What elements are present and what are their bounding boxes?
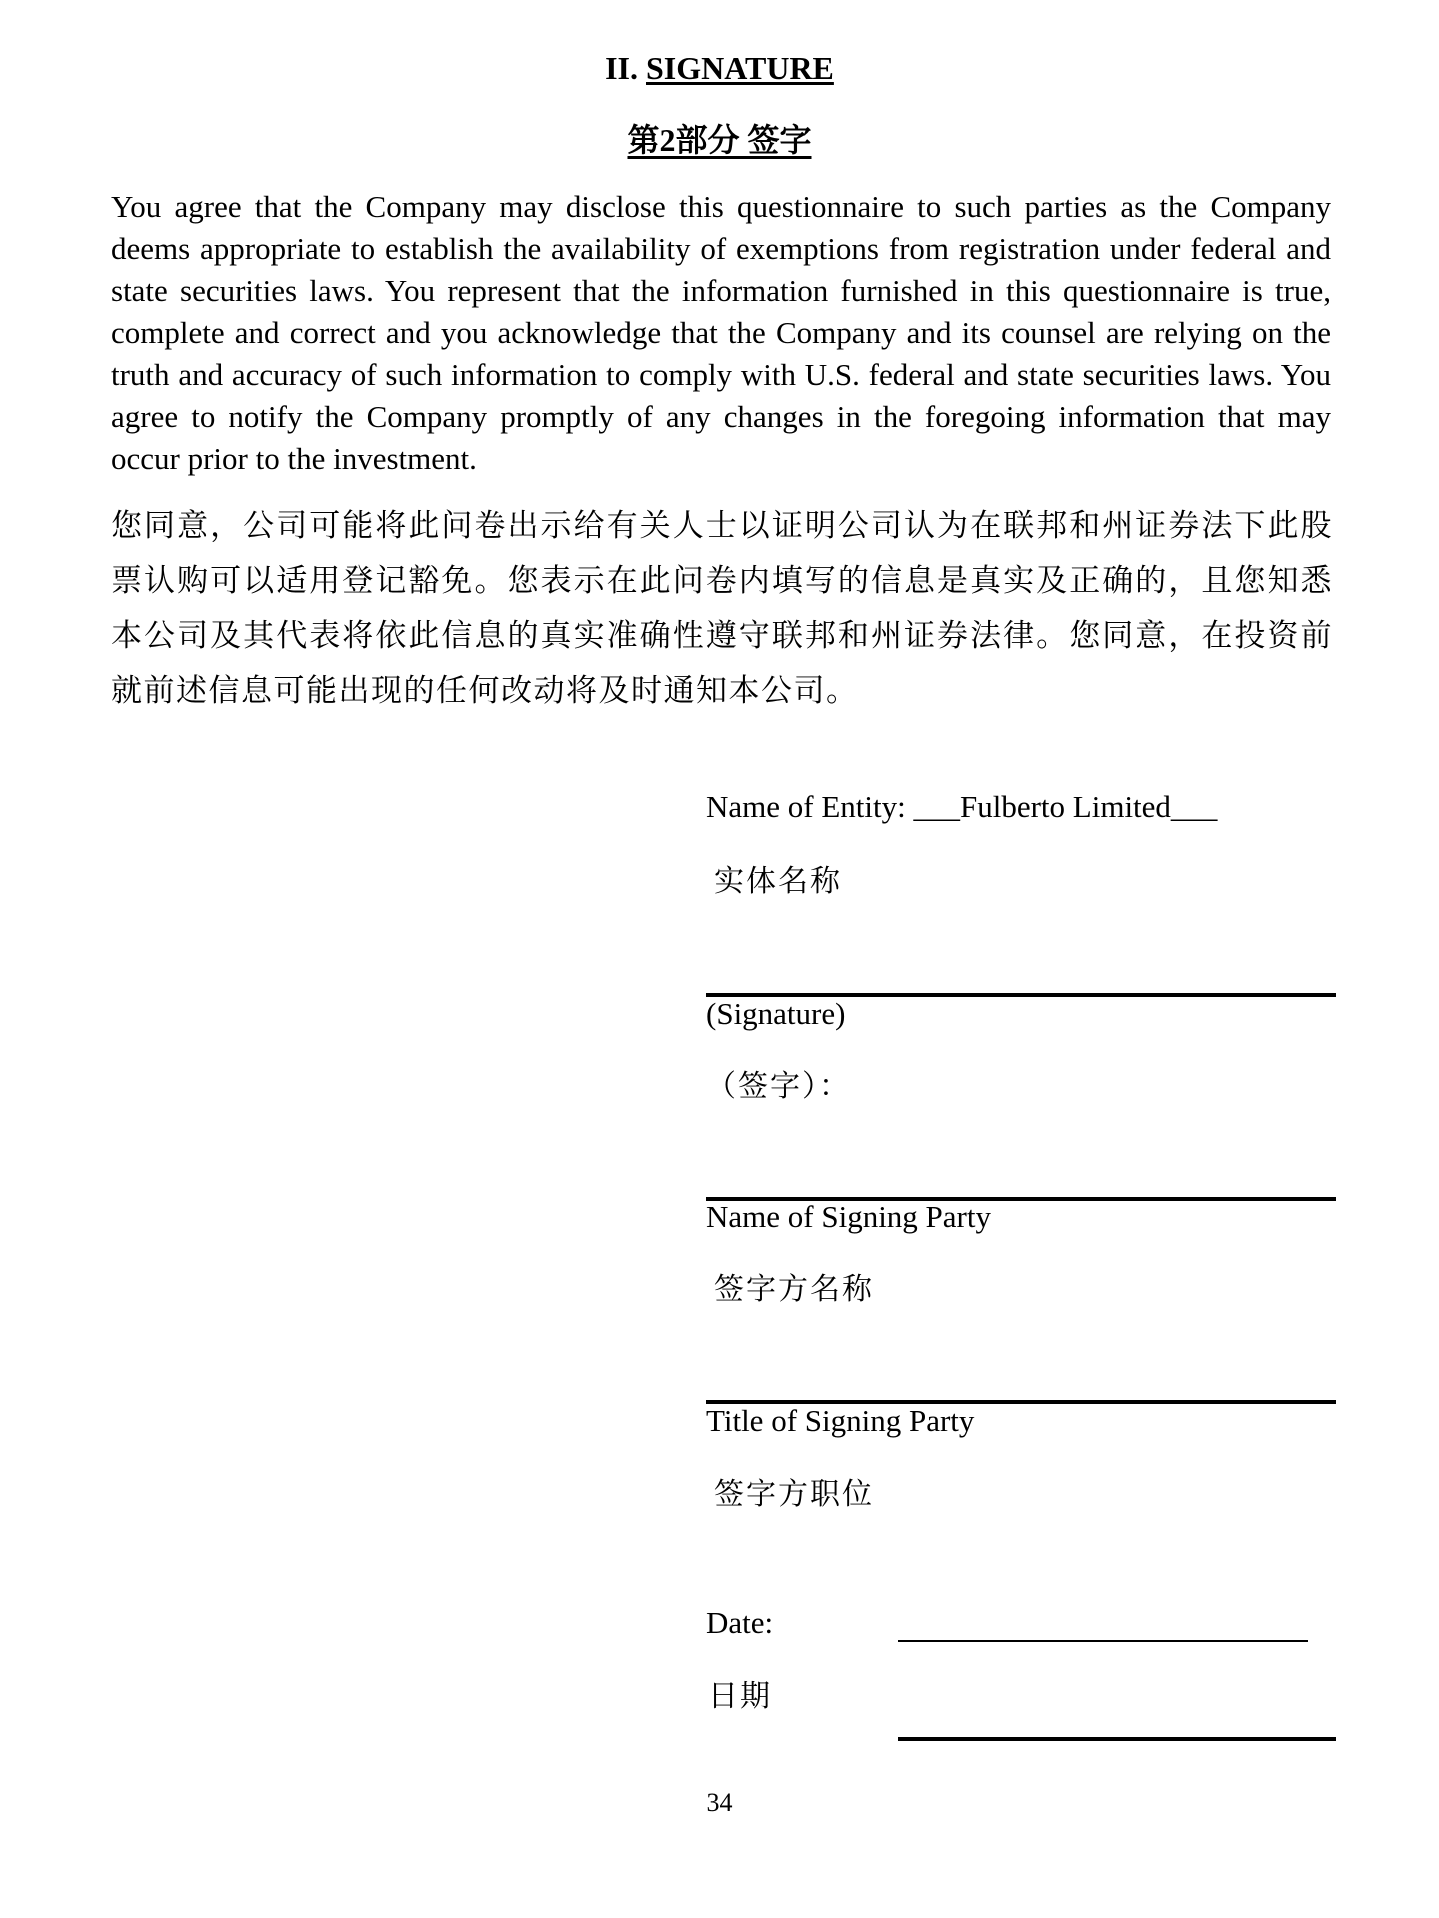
section-title: SIGNATURE [646, 50, 834, 86]
entity-label: Name of Entity: [706, 789, 906, 824]
page-number: 34 [706, 1788, 733, 1817]
signing-party-name-label: Name of Signing Party [706, 1199, 991, 1234]
date-line-upper[interactable] [898, 1640, 1308, 1642]
signature-label-zh: （签字）： [706, 1070, 851, 1103]
entity-value: ___Fulberto Limited___ [913, 789, 1218, 824]
signature-label: (Signature) [706, 996, 846, 1031]
entity-field [706, 789, 1217, 825]
signing-party-title-label-zh: 签字方职位 [714, 1478, 874, 1511]
section-heading [0, 50, 1439, 87]
date-label: Date: [706, 1605, 774, 1640]
date-label-zh: 日期 [708, 1680, 772, 1713]
section-number: II. [605, 50, 638, 86]
disclosure-paragraph-zh: 您同意，公司可能将此问卷出示给有关人士以证明公司认为在联邦和州证券法下此股票认购可以适用登记豁免。您表示在此问卷内填写的信息是真实及正确的，且您知悉本公司及其代表将依此信息的真实准确性遵守联邦和州证券法律。您同意，在投资前就前述信息可能出现的任何改动将及时通知本公司。 [111, 508, 1333, 708]
entity-label-zh: 实体名称 [714, 865, 842, 898]
signing-party-title-label: Title of Signing Party [706, 1403, 975, 1438]
disclosure-paragraph-en: You agree that the Company may disclose this questionnaire to such parties as the Company deems appropriate to establish the availability of exemptions from registration under federal and state securities laws. You represent that the information furnished in this questionnaire is true, complete and correct and you acknowledge that the Company and its counsel are relying on the truth and accuracy of such information to comply with U.S. federal and state securities laws. You agree to notify the Company promptly of any changes in the foregoing information that may occur prior to the investment. [111, 189, 1331, 476]
section-heading-zh: 第2部分 签字 [627, 122, 812, 158]
date-line-lower[interactable] [898, 1737, 1336, 1741]
signing-party-name-label-zh: 签字方名称 [714, 1273, 874, 1306]
